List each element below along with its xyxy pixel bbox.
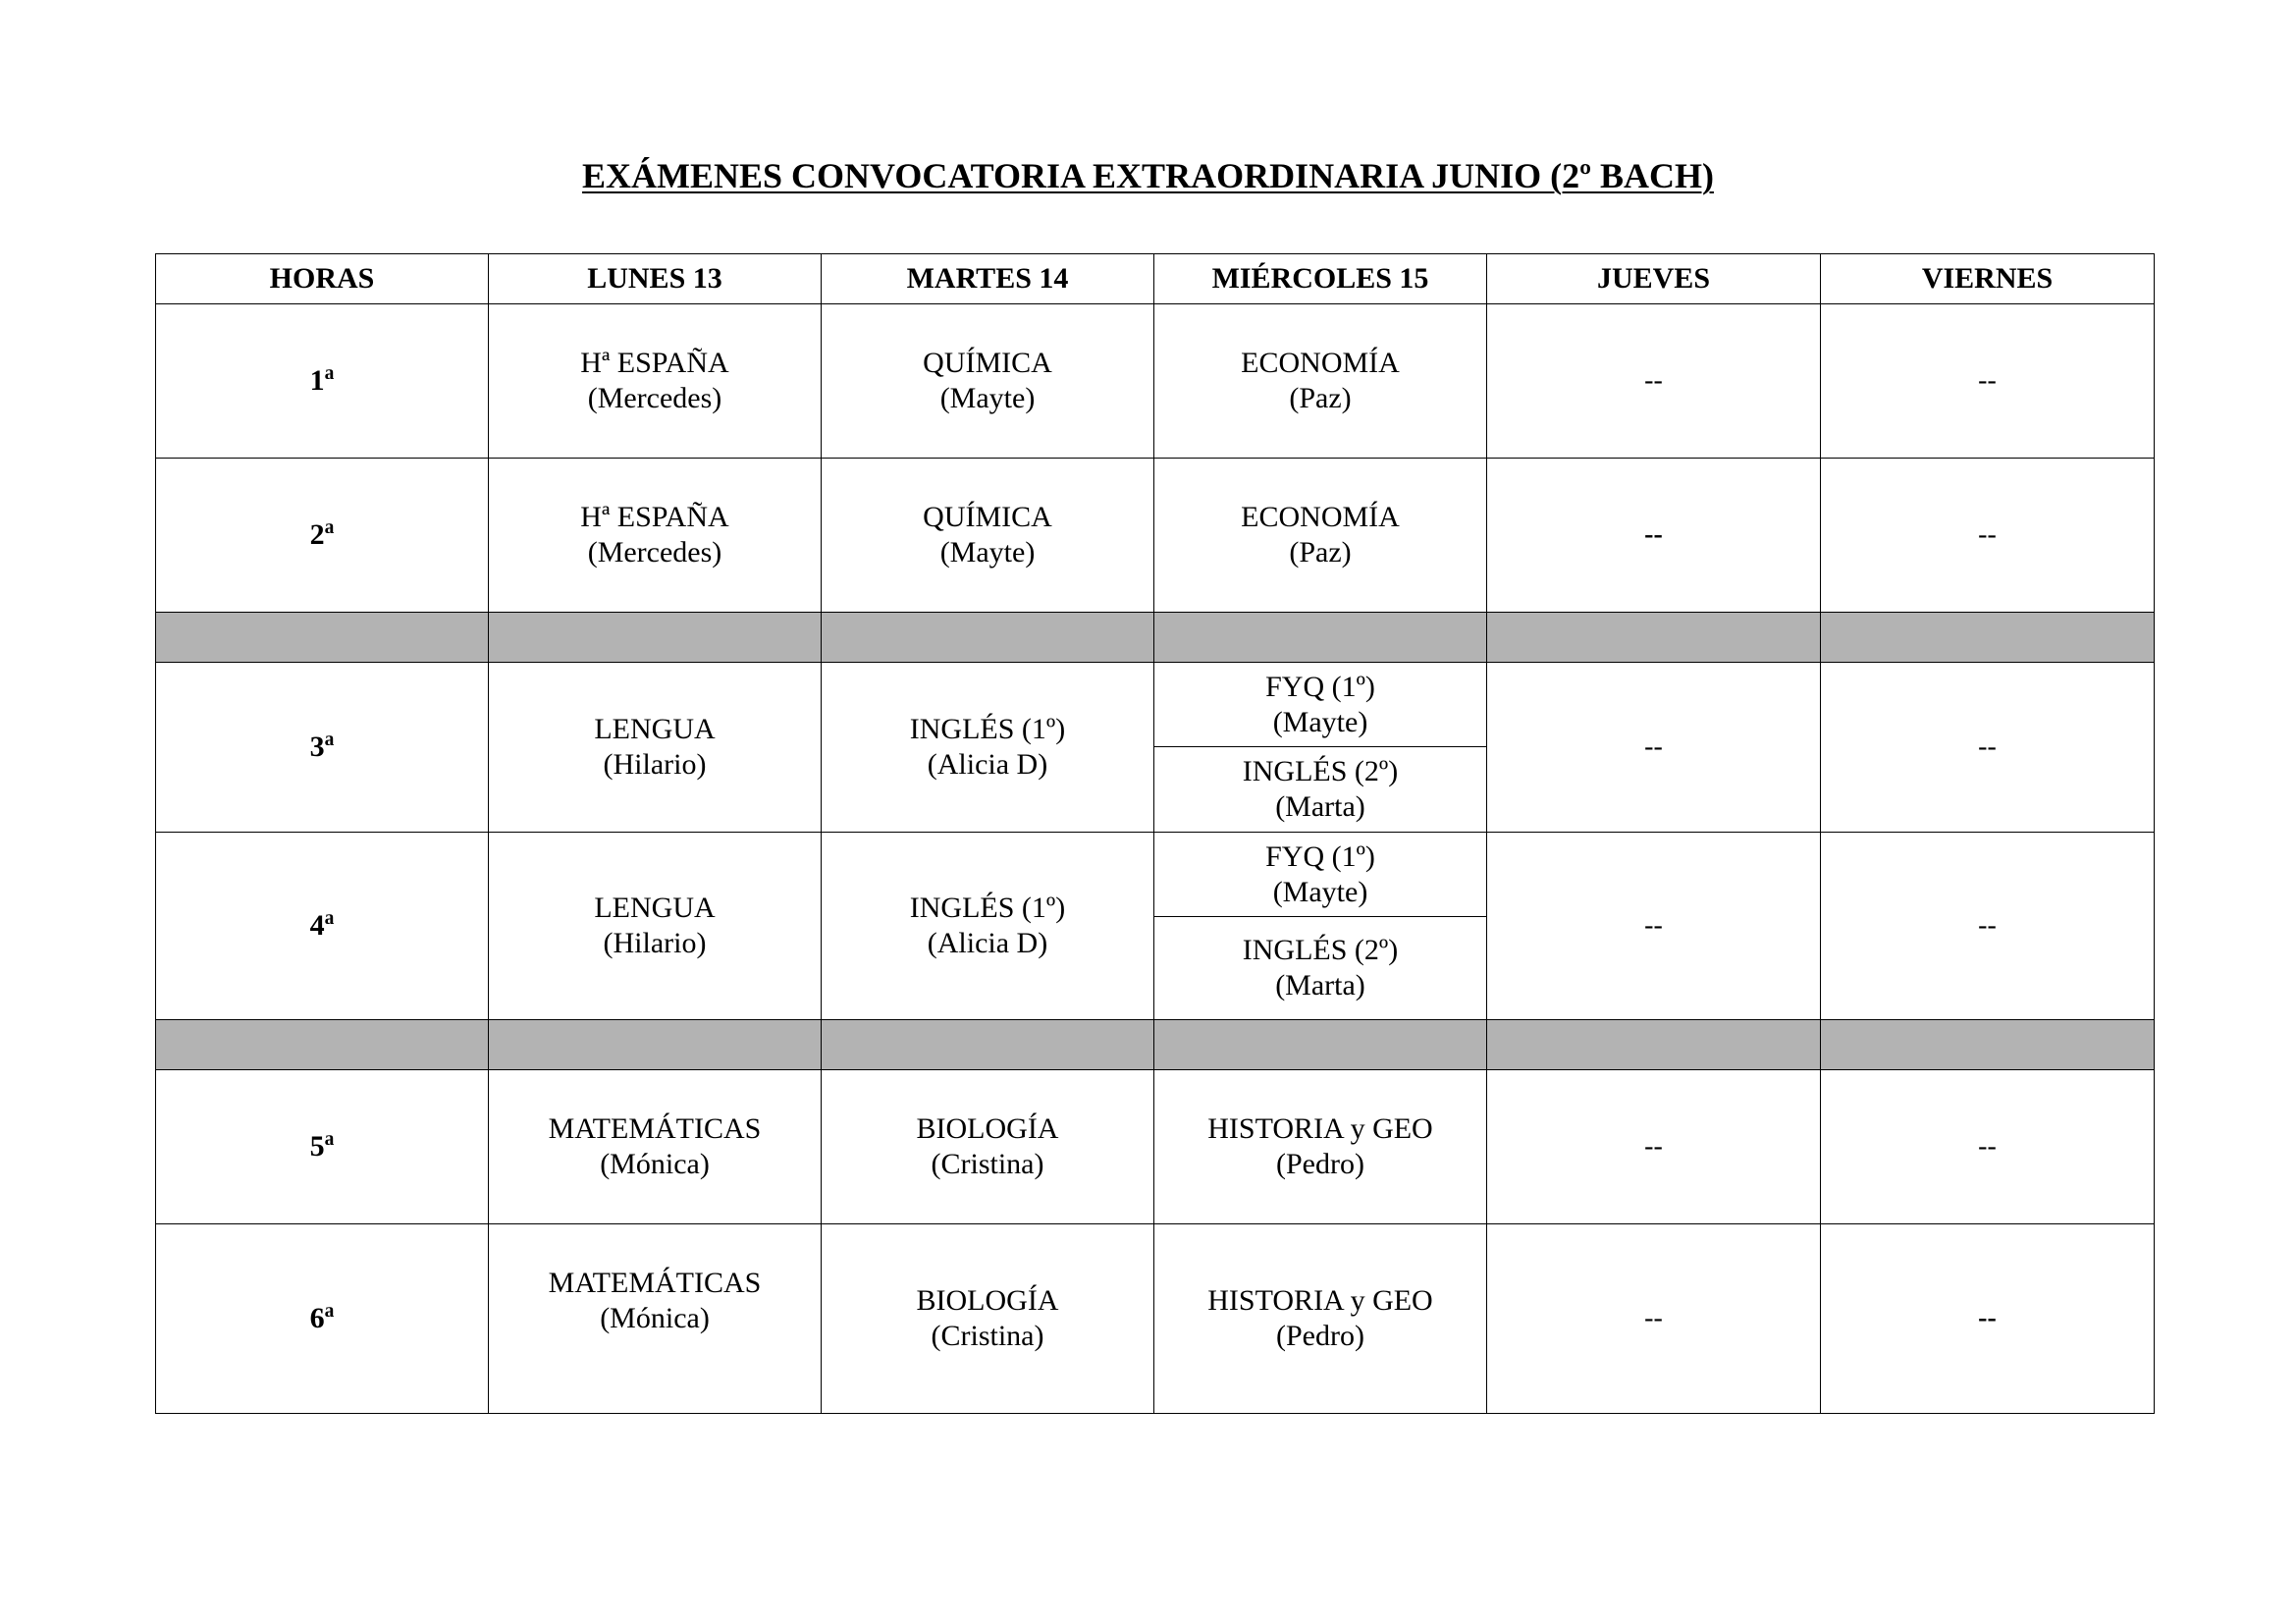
header-miercoles: MIÉRCOLES 15: [1154, 254, 1487, 304]
split-exam-cell: [1154, 663, 1487, 833]
exam-cell: QUÍMICA (Mayte): [822, 459, 1154, 613]
break-cell: [489, 613, 822, 663]
table-row: [156, 833, 2155, 1020]
empty-cell: --: [1487, 1224, 1821, 1414]
exam-cell: BIOLOGÍA (Cristina): [822, 1070, 1154, 1224]
exam-cell: ECONOMÍA (Paz): [1154, 459, 1487, 613]
page-title: EXÁMENES CONVOCATORIA EXTRAORDINARIA JUNIO (2º BACH): [582, 156, 1714, 195]
break-cell: [1487, 1020, 1821, 1070]
exam-cell: INGLÉS (1º) (Alicia D): [822, 663, 1154, 833]
empty-cell: --: [1821, 663, 2155, 833]
exam-cell: BIOLOGÍA (Cristina): [822, 1224, 1154, 1414]
hour-cell: 3$^a$: [156, 663, 489, 833]
hour-cell: 1$^a$: [156, 304, 489, 459]
exam-cell: INGLÉS (1º) (Alicia D): [822, 833, 1154, 1020]
break-cell: [1154, 1020, 1487, 1070]
empty-cell: --: [1821, 1224, 2155, 1414]
empty-cell: --: [1487, 663, 1821, 833]
table-row: [156, 663, 2155, 833]
break-row: [156, 1020, 2155, 1070]
split-exam-cell: [1154, 833, 1487, 1020]
empty-cell: --: [1487, 304, 1821, 459]
header-viernes: VIERNES: [1821, 254, 2155, 304]
exam-cell: MATEMÁTICAS (Mónica): [489, 1070, 822, 1224]
break-cell: [822, 613, 1154, 663]
exam-subcell: INGLÉS (2º) (Marta): [1242, 755, 1399, 823]
table-row: [156, 459, 2155, 613]
break-cell: [1821, 1020, 2155, 1070]
hour-cell: 5$^a$: [156, 1070, 489, 1224]
break-cell: [489, 1020, 822, 1070]
hour-cell: 2$^a$: [156, 459, 489, 613]
exam-subcell: INGLÉS (2º) (Marta): [1242, 934, 1399, 1001]
break-cell: [1154, 613, 1487, 663]
exam-schedule-table: [155, 253, 2155, 1414]
empty-cell: --: [1821, 459, 2155, 613]
empty-cell: --: [1821, 1070, 2155, 1224]
header-row: [156, 254, 2155, 304]
break-cell: [822, 1020, 1154, 1070]
exam-cell: ECONOMÍA (Paz): [1154, 304, 1487, 459]
hour-cell: 6$^a$: [156, 1224, 489, 1414]
exam-subcell: FYQ (1º) (Mayte): [1154, 833, 1486, 917]
exam-cell: QUÍMICA (Mayte): [822, 304, 1154, 459]
header-horas: HORAS: [156, 254, 489, 304]
empty-cell: --: [1487, 459, 1821, 613]
exam-cell: LENGUA (Hilario): [489, 833, 822, 1020]
break-cell: [1821, 613, 2155, 663]
empty-cell: --: [1487, 833, 1821, 1020]
empty-cell: --: [1821, 833, 2155, 1020]
break-cell: [156, 1020, 489, 1070]
table-row: [156, 1224, 2155, 1414]
header-lunes: LUNES 13: [489, 254, 822, 304]
exam-cell: Hª ESPAÑA (Mercedes): [489, 459, 822, 613]
header-jueves: JUEVES: [1487, 254, 1821, 304]
exam-cell: HISTORIA y GEO (Pedro): [1154, 1224, 1487, 1414]
exam-subcell: FYQ (1º) (Mayte): [1154, 663, 1486, 747]
empty-cell: --: [1487, 1070, 1821, 1224]
table-row: [156, 304, 2155, 459]
empty-cell: --: [1821, 304, 2155, 459]
break-cell: [1487, 613, 1821, 663]
header-martes: MARTES 14: [822, 254, 1154, 304]
table-row: [156, 1070, 2155, 1224]
exam-cell: Hª ESPAÑA (Mercedes): [489, 304, 822, 459]
break-cell: [156, 613, 489, 663]
hour-cell: 4$^a$: [156, 833, 489, 1020]
break-row: [156, 613, 2155, 663]
exam-cell: LENGUA (Hilario): [489, 663, 822, 833]
exam-cell: HISTORIA y GEO (Pedro): [1154, 1070, 1487, 1224]
exam-cell: MATEMÁTICAS (Mónica): [489, 1224, 822, 1414]
